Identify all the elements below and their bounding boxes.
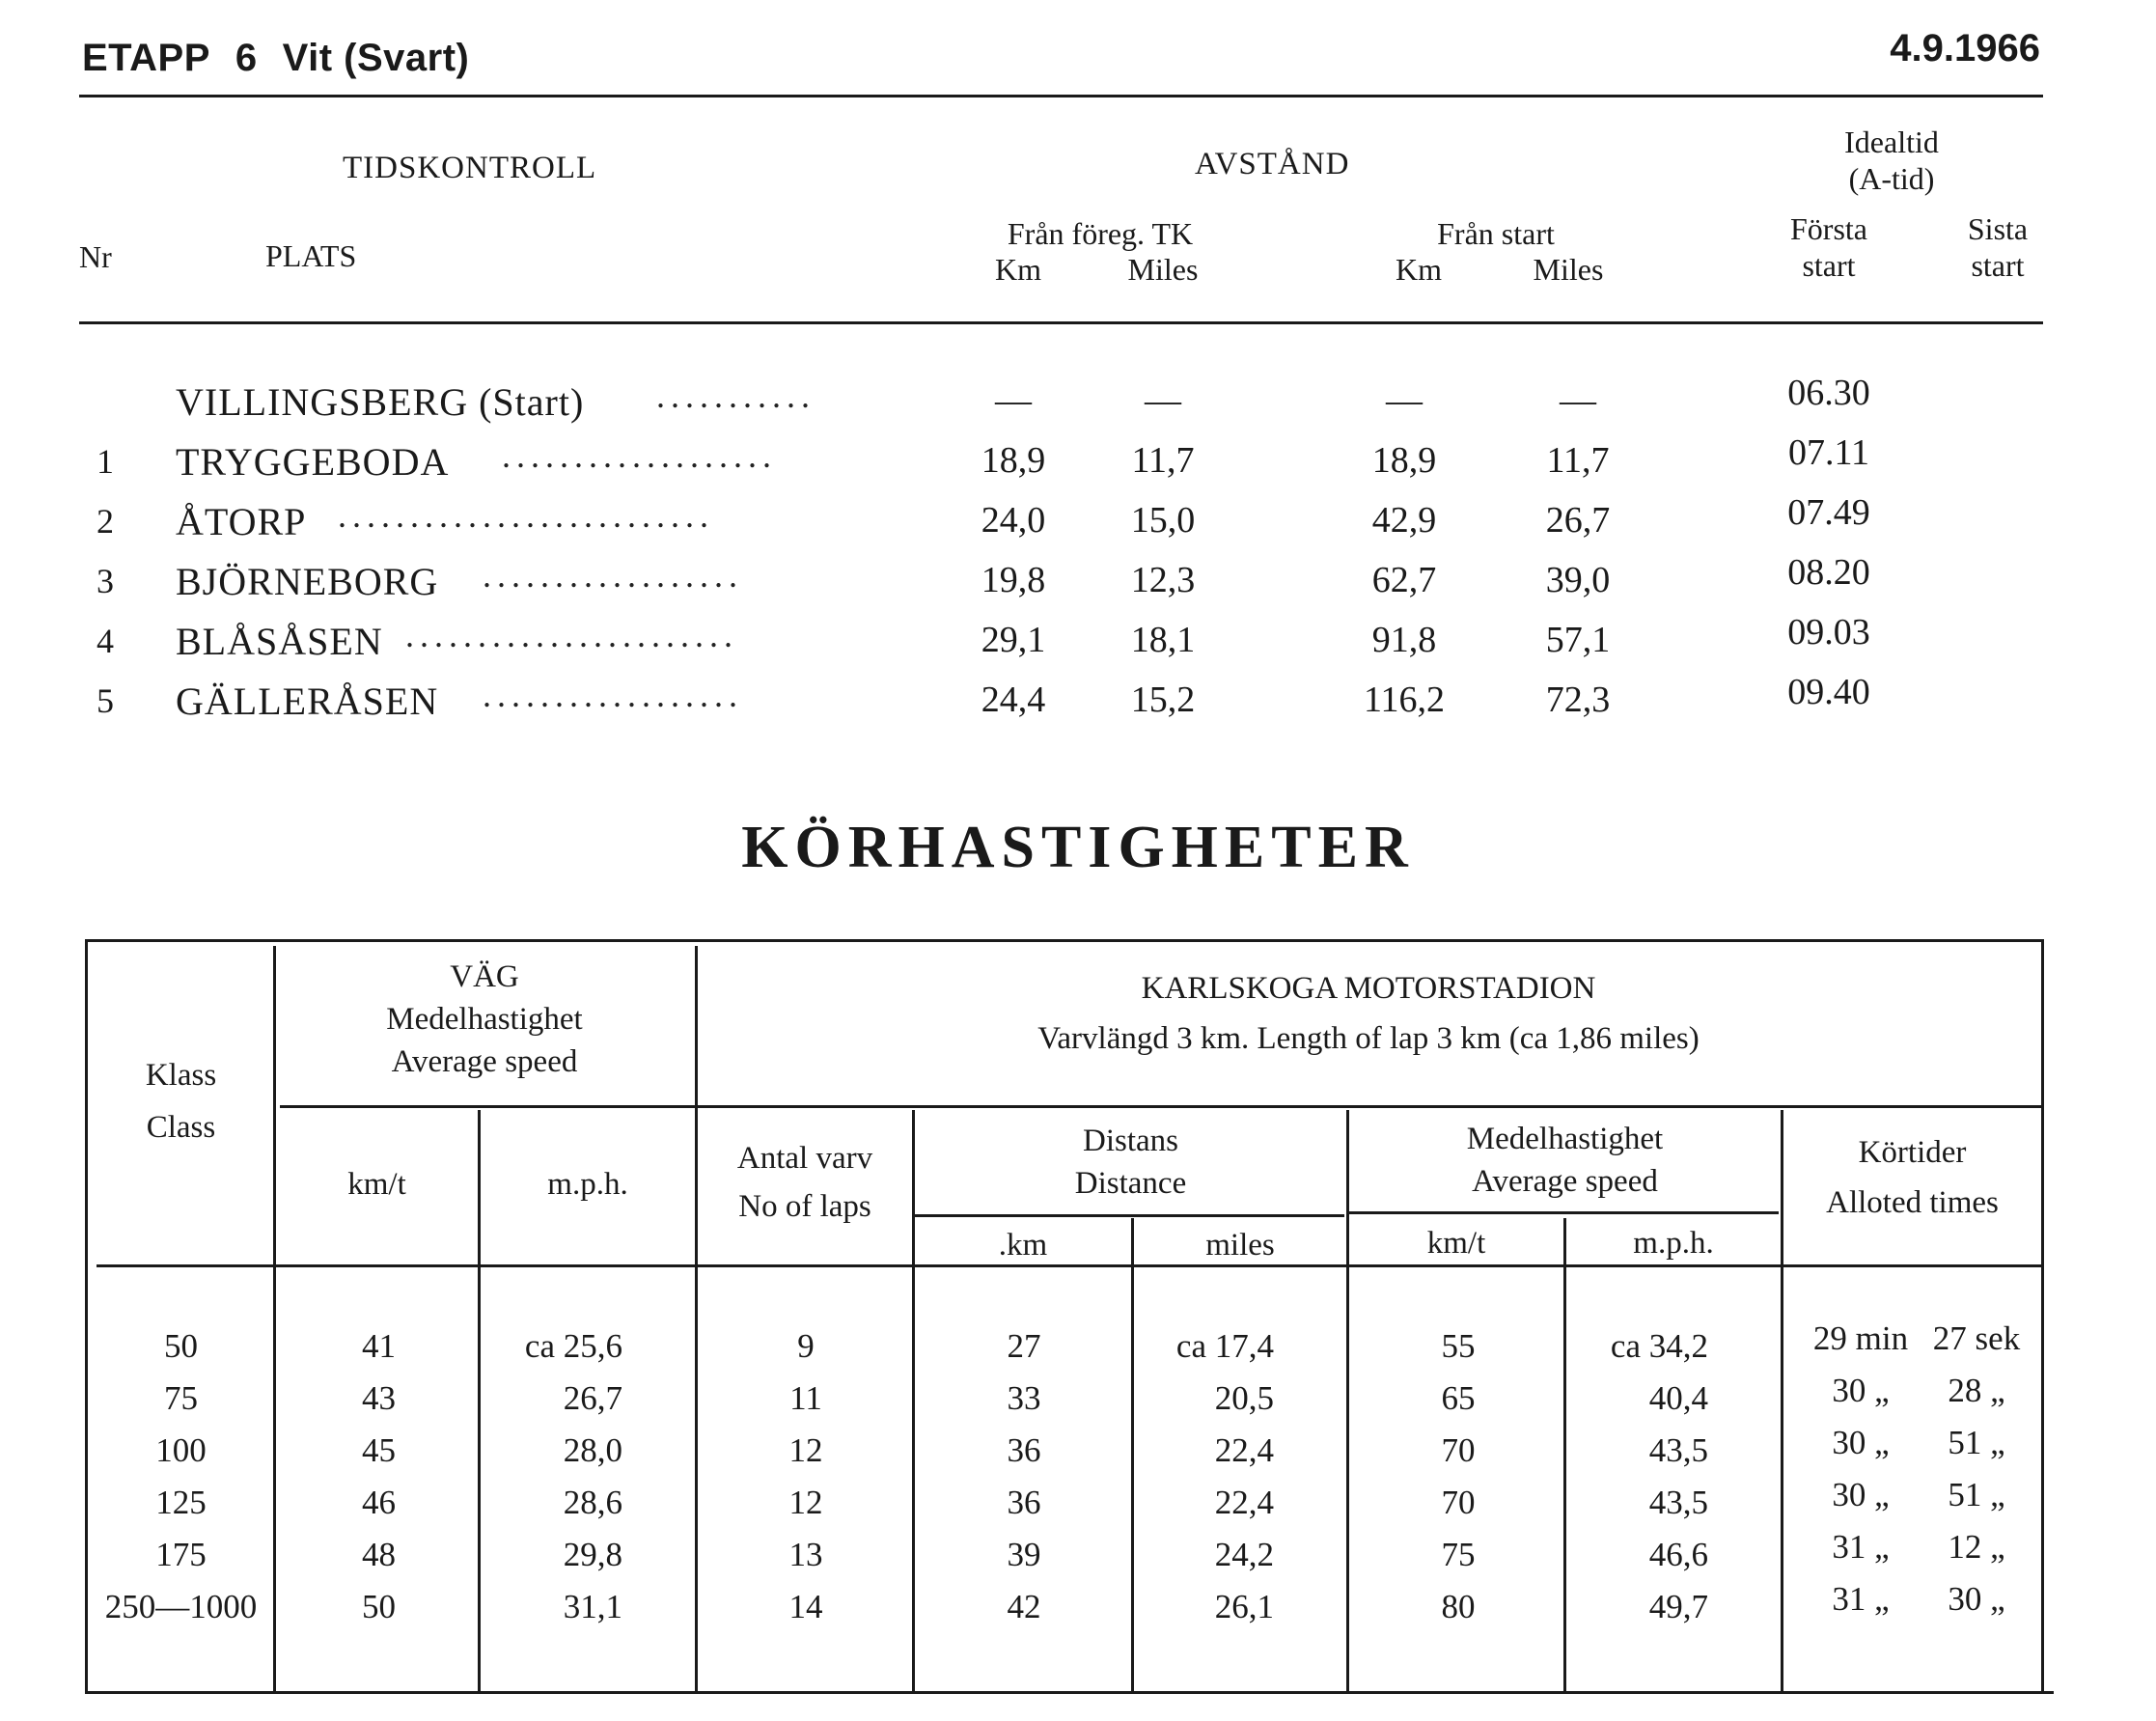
klass-label: Klass [145, 1058, 217, 1093]
speeds-bottom-rule [85, 1691, 2054, 1694]
speed-row-kmt: 50 [362, 1588, 396, 1625]
row-place: VILLINGSBERG (Start) [176, 380, 585, 424]
row-first-start: 07.49 [1787, 492, 1870, 533]
speeds-top-rule [85, 939, 2044, 942]
speed-row-smph: 43,5 [1648, 1431, 1708, 1469]
row-place: GÄLLERÅSEN [176, 680, 439, 723]
forsta-label: Första [1790, 211, 1867, 246]
speed-row-smph: 43,5 [1648, 1484, 1708, 1521]
speed-row-smph: 46,6 [1648, 1536, 1708, 1573]
speed-row-km: 42 [1007, 1588, 1041, 1625]
distance-label: Distance [1074, 1166, 1187, 1201]
speed-row-miles: 26,1 [1214, 1588, 1274, 1625]
col-forsta [1756, 210, 1901, 284]
sista-label: Sista [1967, 211, 2029, 246]
speed-row-min: 31 „ [1832, 1528, 1890, 1566]
row-place: BLÅSÅSEN [176, 620, 383, 663]
laps-header [698, 1137, 912, 1228]
row-km-start: — [1386, 380, 1423, 421]
speed-row-klass: 75 [164, 1379, 198, 1417]
medel-mph-header: m.p.h. [1633, 1226, 1714, 1261]
speed-row-laps: 13 [788, 1536, 823, 1573]
stage-color: Vit (Svart) [282, 37, 470, 79]
row-nr: 5 [97, 681, 114, 720]
speed-row-laps: 11 [789, 1379, 822, 1417]
speed-row-skmt: 80 [1441, 1588, 1476, 1625]
speed-row-min: 30 „ [1832, 1476, 1890, 1513]
row-miles-prev: 18,1 [1130, 620, 1196, 660]
stage-heading [82, 37, 494, 80]
distans-label: Distans [1083, 1124, 1178, 1158]
stage-label: ETAPP [82, 37, 210, 79]
row-miles-start: 72,3 [1545, 680, 1611, 720]
row-leader-dots: .................. [483, 676, 743, 714]
speed-row-km: 36 [1007, 1431, 1041, 1469]
stage-date: 4.9.1966 [1890, 27, 2040, 69]
row-km-start: 62,7 [1371, 560, 1437, 600]
speed-row-skmt: 75 [1441, 1536, 1476, 1573]
vag-mph-header: m.p.h. [547, 1167, 628, 1202]
speed-row-mph: 28,0 [563, 1431, 622, 1469]
antal-label: Antal varv [736, 1141, 873, 1176]
schedule-row [0, 431, 2156, 489]
speed-row-kmt: 41 [362, 1327, 396, 1365]
speed-row-klass: 100 [155, 1431, 207, 1469]
medel-avg-label: Average speed [1472, 1164, 1658, 1199]
row-miles-prev: 15,2 [1130, 680, 1196, 720]
speed-row-klass: 250—1000 [104, 1588, 258, 1625]
kortider-header [1783, 1131, 2041, 1224]
row-km-start: 42,9 [1371, 500, 1437, 541]
medel-header [1349, 1118, 1781, 1203]
speed-row-smph: ca 34,2 [1610, 1327, 1708, 1365]
speed-row-kmt: 46 [362, 1484, 396, 1521]
speed-row-kmt: 45 [362, 1431, 396, 1469]
speed-row-min: 29 min [1812, 1319, 1909, 1357]
schedule-header-rule [79, 321, 2043, 324]
schedule-row [0, 551, 2156, 609]
speed-row-mph: 31,1 [563, 1588, 622, 1625]
col-sista [1930, 210, 2065, 284]
karlskoga-label: KARLSKOGA MOTORSTADION [1141, 971, 1596, 1006]
distans-miles-header: miles [1205, 1228, 1275, 1263]
speed-row-skmt: 70 [1441, 1484, 1476, 1521]
speeds-title: KÖRHASTIGHETER [741, 815, 1415, 880]
row-km-prev: 24,4 [981, 680, 1046, 720]
row-leader-dots: ....................... [405, 616, 738, 654]
speed-row-km: 27 [1007, 1327, 1041, 1365]
col-km-1: Km [995, 252, 1041, 287]
col-tidskontroll: TIDSKONTROLL [343, 151, 597, 185]
schedule-row [0, 372, 2156, 430]
speed-row-laps: 12 [788, 1484, 823, 1521]
row-miles-start: 26,7 [1545, 500, 1611, 541]
col-miles-1: Miles [1127, 252, 1199, 287]
speed-row-smph: 40,4 [1648, 1379, 1708, 1417]
row-miles-prev: 11,7 [1131, 440, 1195, 481]
row-nr: 3 [97, 562, 114, 600]
row-miles-prev: — [1145, 380, 1181, 421]
speed-row-klass: 50 [164, 1327, 198, 1365]
stage-number: 6 [235, 37, 258, 79]
speed-row-skmt: 70 [1441, 1431, 1476, 1469]
col-fran-foreg: Från föreg. TK [1007, 216, 1194, 251]
speed-row-laps: 14 [788, 1588, 823, 1625]
sista-start: start [1971, 248, 2025, 283]
speed-row-sek: 30 „ [1948, 1580, 2005, 1618]
speed-row-miles: ca 17,4 [1175, 1327, 1274, 1365]
row-km-prev: 24,0 [981, 500, 1046, 541]
schedule-row [0, 671, 2156, 729]
schedule-row [0, 611, 2156, 669]
speed-row-km: 33 [1007, 1379, 1041, 1417]
speed-row-laps: 9 [797, 1327, 815, 1365]
speed-row-min: 31 „ [1832, 1580, 1890, 1618]
row-place: TRYGGEBODA [176, 440, 450, 484]
row-leader-dots: .......................... [338, 496, 714, 535]
speed-row-sek: 27 sek [1932, 1319, 2021, 1357]
row-km-start: 91,8 [1371, 620, 1437, 660]
speed-row-km: 36 [1007, 1484, 1041, 1521]
col-plats: PLATS [265, 238, 357, 273]
hline-distans [915, 1214, 1344, 1217]
schedule-row [0, 491, 2156, 549]
speed-row-sek: 12 „ [1948, 1528, 2005, 1566]
klass-header [92, 1054, 270, 1149]
row-km-prev: 29,1 [981, 620, 1046, 660]
varv-label: Varvlängd 3 km. Length of lap 3 km (ca 1,86 miles) [1037, 1021, 1700, 1056]
row-place: ÅTORP [176, 500, 307, 543]
speed-row-min: 30 „ [1832, 1372, 1890, 1409]
row-leader-dots: ........... [656, 376, 815, 415]
speed-row-miles: 22,4 [1214, 1484, 1274, 1521]
row-km-prev: 19,8 [981, 560, 1046, 600]
distans-km-header: .km [998, 1228, 1048, 1263]
row-miles-start: — [1560, 380, 1596, 421]
row-first-start: 06.30 [1787, 373, 1870, 413]
row-miles-start: 11,7 [1546, 440, 1610, 481]
speed-row-laps: 12 [788, 1431, 823, 1469]
row-miles-start: 57,1 [1545, 620, 1611, 660]
medel-kmt-header: km/t [1426, 1226, 1486, 1261]
row-leader-dots: ................... [502, 436, 777, 475]
row-miles-prev: 15,0 [1130, 500, 1196, 541]
row-miles-prev: 12,3 [1130, 560, 1196, 600]
row-first-start: 09.40 [1787, 672, 1870, 712]
speed-row-kmt: 43 [362, 1379, 396, 1417]
col-nr: Nr [79, 239, 112, 274]
speed-row-mph: 28,6 [563, 1484, 622, 1521]
speeds-left-border [85, 939, 88, 1694]
row-place: BJÖRNEBORG [176, 560, 439, 603]
row-nr: 1 [97, 442, 114, 481]
col-idealtid [1785, 124, 1998, 197]
speed-row-mph: ca 25,6 [524, 1327, 622, 1365]
row-first-start: 07.11 [1787, 432, 1870, 473]
row-first-start: 09.03 [1787, 612, 1870, 652]
speed-row-mph: 26,7 [563, 1379, 622, 1417]
speed-row-min: 30 „ [1832, 1424, 1890, 1461]
speed-row-sek: 51 „ [1948, 1476, 2005, 1513]
speed-row-klass: 175 [155, 1536, 207, 1573]
forsta-start: start [1802, 248, 1856, 283]
speed-row-kmt: 48 [362, 1536, 396, 1573]
row-nr: 2 [97, 502, 114, 541]
col-fran-start: Från start [1437, 216, 1555, 251]
vag-kmt-header: km/t [347, 1167, 406, 1202]
speed-row-skmt: 65 [1441, 1379, 1476, 1417]
vag-label: VÄG [450, 959, 519, 994]
speed-row-miles: 22,4 [1214, 1431, 1274, 1469]
row-km-start: 116,2 [1363, 680, 1446, 720]
speed-row-sek: 51 „ [1948, 1424, 2005, 1461]
hline-subheader [280, 1105, 2041, 1108]
header-rule [79, 95, 2043, 97]
kortider-label: Körtider [1858, 1135, 1967, 1170]
vag-medel-label: Medelhastighet [386, 1002, 583, 1037]
vag-avg-label: Average speed [391, 1044, 578, 1079]
speed-row-sek: 28 „ [1948, 1372, 2005, 1409]
idealtid-label: Idealtid [1844, 125, 1939, 159]
medel-label: Medelhastighet [1466, 1122, 1664, 1156]
speeds-right-border [2041, 939, 2044, 1694]
row-leader-dots: .................. [483, 556, 743, 595]
karlskoga-header [698, 967, 2039, 1060]
class-label: Class [146, 1110, 216, 1145]
speed-row-km: 39 [1007, 1536, 1041, 1573]
vag-header [276, 956, 693, 1083]
laps-label: No of laps [738, 1189, 871, 1224]
speed-row-miles: 20,5 [1214, 1379, 1274, 1417]
row-first-start: 08.20 [1787, 552, 1870, 593]
speed-row-mph: 29,8 [563, 1536, 622, 1573]
idealtid-sub: (A-tid) [1848, 161, 1935, 196]
speed-row-smph: 49,7 [1648, 1588, 1708, 1625]
col-km-2: Km [1396, 252, 1442, 287]
row-miles-start: 39,0 [1545, 560, 1611, 600]
hline-medel [1349, 1211, 1779, 1214]
row-km-start: 18,9 [1371, 440, 1437, 481]
row-km-prev: — [995, 380, 1032, 421]
row-nr: 4 [97, 622, 114, 660]
col-avstand: AVSTÅND [1195, 147, 1350, 181]
row-km-prev: 18,9 [981, 440, 1046, 481]
distans-header [915, 1120, 1346, 1205]
col-miles-2: Miles [1533, 252, 1604, 287]
speed-row-skmt: 55 [1441, 1327, 1476, 1365]
alloted-label: Alloted times [1826, 1185, 1999, 1220]
speed-row-miles: 24,2 [1214, 1536, 1274, 1573]
speed-row-klass: 125 [155, 1484, 207, 1521]
